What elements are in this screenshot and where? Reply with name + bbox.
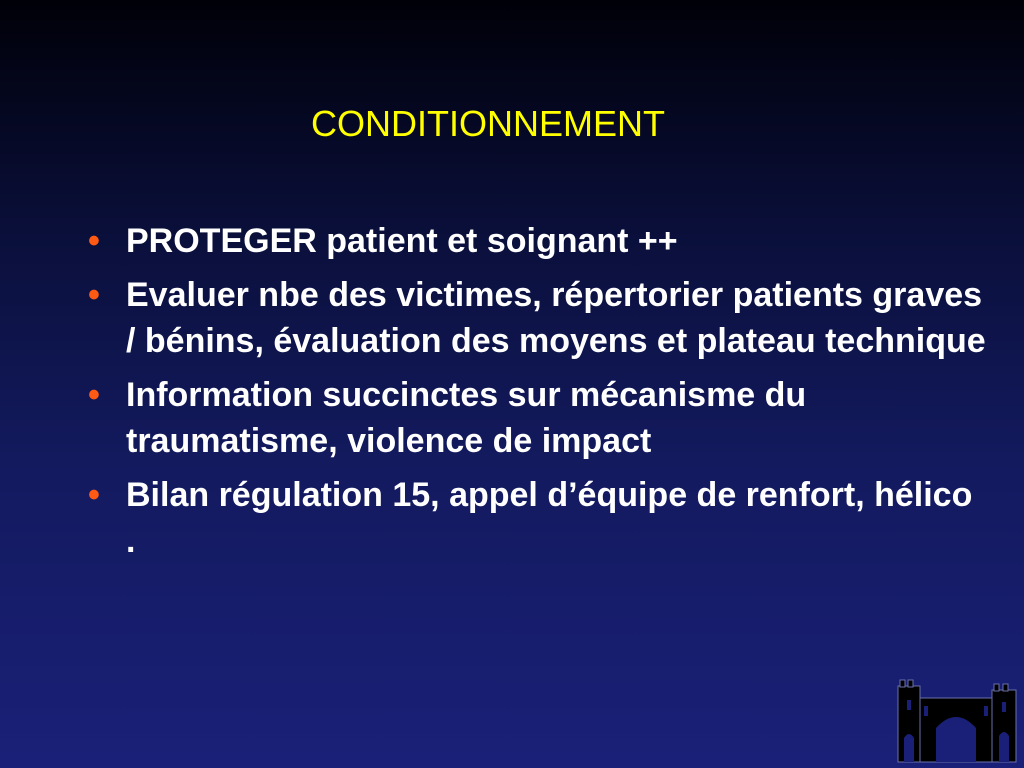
bullet-dot-icon: •: [88, 222, 100, 260]
bullet-text: Information succinctes sur mécanisme du traumatisme, violence de impact: [126, 376, 807, 460]
city-gate-icon: [896, 676, 1020, 764]
bullet-text: PROTEGER patient et soignant ++: [126, 222, 678, 260]
bullet-item: [88, 272, 988, 364]
bullet-dot-icon: •: [88, 376, 100, 414]
bullet-text: Evaluer nbe des victimes, répertorier patients graves / bénins, évaluation des moyens et plateau technique: [126, 276, 986, 360]
bullet-dot-icon: •: [88, 276, 100, 314]
bullet-list: [88, 218, 988, 572]
slide-title: CONDITIONNEMENT: [311, 103, 665, 144]
bullet-item: [88, 372, 988, 464]
bullet-item: [88, 218, 988, 264]
bullet-item: [88, 472, 988, 564]
bullet-dot-icon: •: [88, 476, 100, 514]
bullet-text: Bilan régulation 15, appel d’équipe de renfort, hélico .: [126, 476, 973, 560]
